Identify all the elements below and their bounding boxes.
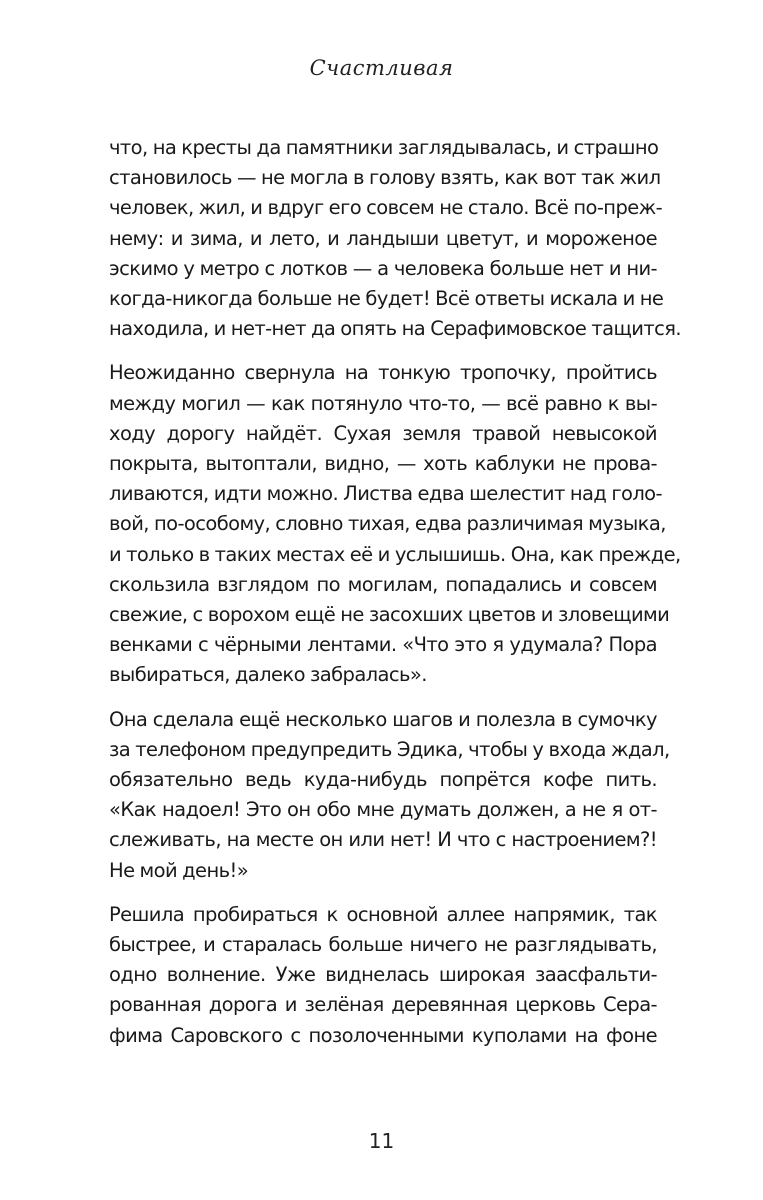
text-line: обязательно ведь куда-нибудь попрётся кофе пить.	[109, 768, 657, 792]
text-line: ходу дорогу найдёт. Сухая земля травой невысокой	[109, 421, 657, 445]
text-line: рованная дорога и зелёная деревянная церковь Сера-	[109, 993, 657, 1017]
text-line: находила, и нет-нет да опять на Серафимовское тащится.	[109, 317, 681, 341]
paragraph-3	[109, 705, 670, 886]
text-line: Она сделала ещё несколько шагов и полезла в сумочку	[109, 707, 657, 731]
text-line: нему: и зима, и лето, и ландыши цветут, и мороженое	[109, 226, 657, 250]
text-line: покрыта, вытоптали, видно, — хоть каблуки не прова-	[109, 452, 657, 476]
paragraph-4	[109, 900, 657, 1051]
text-line: выбираться, далеко забралась».	[109, 663, 427, 687]
text-line: свежие, с ворохом ещё не засохших цветов и зловещими	[109, 603, 670, 627]
page-number: 11	[368, 1129, 395, 1153]
text-line: Не мой день!»	[109, 858, 249, 882]
text-line: венками с чёрными лентами. «Что это я удумала? Пора	[109, 633, 657, 657]
text-line: вой, по-особому, словно тихая, едва различимая музыка,	[109, 512, 666, 536]
text-line: Неожиданно свернула на тонкую тропочку, пройтись	[109, 361, 657, 385]
text-line: слеживать, на месте он или нет! И что с настроением?!	[109, 828, 657, 852]
text-line: между могил — как потянуло что-то, — всё равно к вы-	[109, 391, 657, 415]
text-line: эскимо у метро с лотков — а человека больше нет и ни-	[109, 256, 657, 280]
text-line: становилось — не могла в голову взять, как вот так жил	[109, 166, 661, 190]
text-line: ливаются, идти можно. Листва едва шелестит над голо-	[109, 482, 662, 506]
text-line: быстрее, и старалась больше ничего не разглядывать,	[109, 933, 657, 957]
text-line: и только в таких местах её и услышишь. Она, как прежде,	[109, 542, 681, 566]
text-line: человек, жил, и вдруг его совсем не стало. Всё по-преж-	[109, 196, 663, 220]
text-line: одно волнение. Уже виднелась широкая заасфальти-	[109, 963, 657, 987]
text-line: когда-никогда больше не будет! Всё ответы искала и не	[109, 287, 664, 311]
body-text	[109, 133, 681, 1065]
text-line: скользила взглядом по могилам, попадались и совсем	[109, 572, 657, 596]
text-line: что, на кресты да памятники заглядывалась, и страшно	[109, 136, 659, 159]
running-head: Счастливая	[309, 56, 454, 80]
text-line: фима Саровского с позолоченными куполами на фоне	[109, 1023, 657, 1047]
paragraph-1	[109, 133, 681, 344]
paragraph-2	[109, 358, 681, 690]
text-line: «Как надоел! Это он обо мне думать должен, а не я от-	[109, 798, 657, 822]
text-line: за телефоном предупредить Эдика, чтобы у входа ждал,	[109, 737, 670, 761]
text-line: Решила пробираться к основной аллее напрямик, так	[109, 902, 657, 926]
